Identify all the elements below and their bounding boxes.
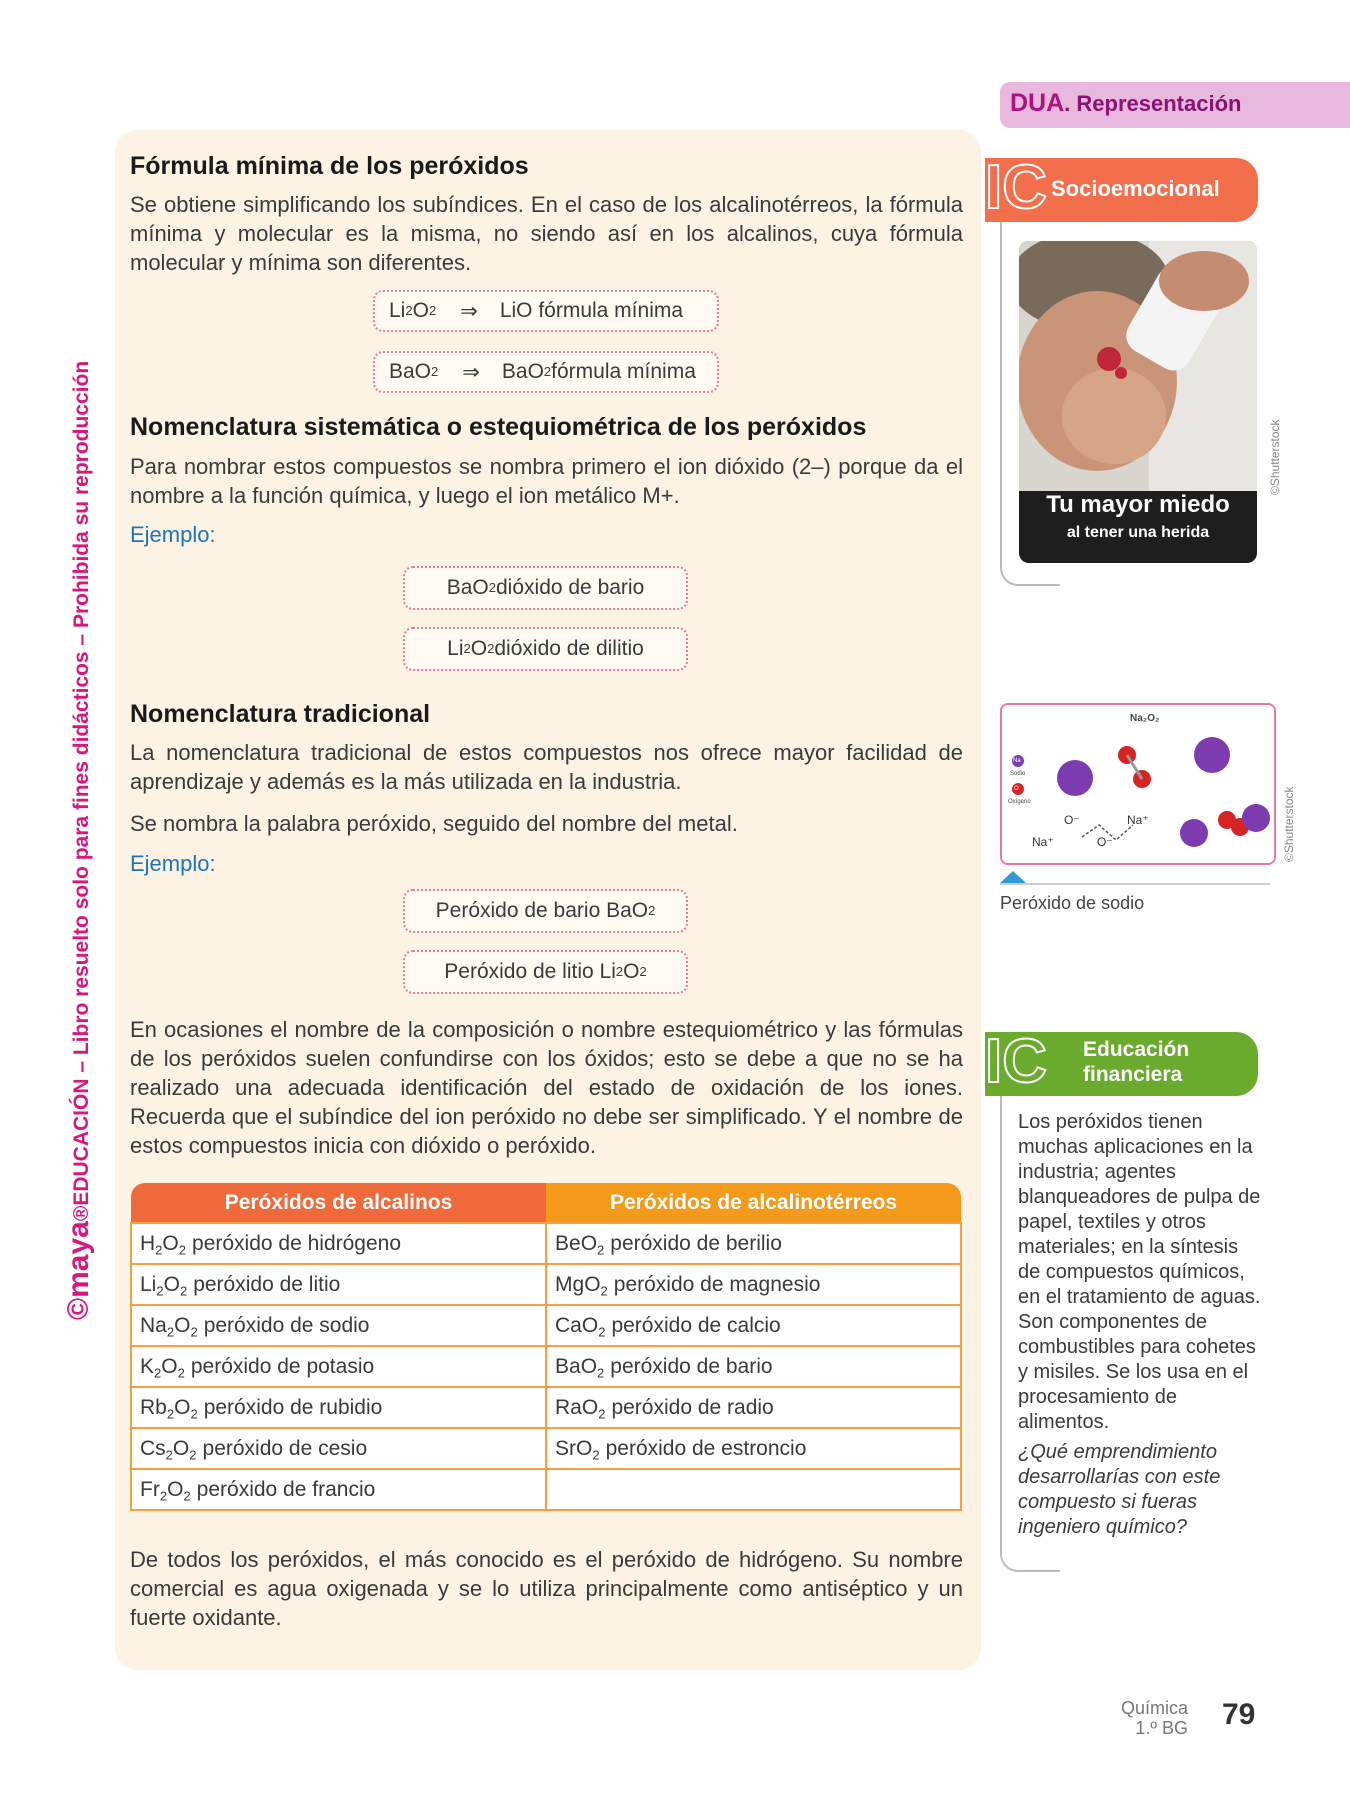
alkaline-earth-cell: [546, 1223, 961, 1264]
compound-name: peróxido de radio: [611, 1395, 774, 1419]
ex-a: Peróxido de bario BaO: [435, 899, 649, 922]
implies-arrow: ⇒: [460, 299, 478, 323]
legend-na-label: Sodio: [1010, 771, 1026, 777]
socio-credit: ©Shutterstock: [1268, 419, 1282, 495]
socio-caption-sub: al tener una herida: [1066, 524, 1210, 541]
compound-name: peróxido de estroncio: [605, 1436, 807, 1460]
caption-triangle-icon: [1000, 871, 1026, 883]
footer-subject: Química: [1120, 1698, 1188, 1718]
footer-grade: 1.º BG: [1135, 1718, 1188, 1738]
element-symbol: Li: [140, 1272, 157, 1296]
dua-bold: DUA: [1010, 89, 1065, 117]
table-row: [131, 1264, 961, 1305]
finance-tab-line1: Educación: [1083, 1038, 1190, 1061]
socio-caption-title: Tu mayor miedo: [1046, 491, 1230, 518]
compound-name: peróxido de bario: [610, 1354, 773, 1378]
element-symbol: Mg: [555, 1272, 585, 1296]
side-brand: ©maya: [62, 1221, 95, 1320]
table-row: [131, 1305, 961, 1346]
dua-banner: [1000, 82, 1350, 128]
alkaline-earth-cell: [546, 1428, 961, 1469]
section3-title: Nomenclatura tradicional: [130, 700, 431, 728]
alkaline-earth-cell: [546, 1264, 961, 1305]
section2-title: Nomenclatura sistemática o estequiométrica de los peróxidos: [130, 413, 867, 441]
section3-para2: Se nombra la palabra peróxido, seguido del nombre del metal.: [130, 811, 738, 836]
element-symbol: K: [140, 1354, 155, 1378]
section3-ejemplo: Ejemplo:: [130, 851, 216, 876]
o-ion-1: O⁻: [1064, 813, 1080, 827]
alkaline-earth-cell: [546, 1346, 961, 1387]
compound-name: peróxido de magnesio: [613, 1272, 821, 1296]
formula-box-li2o2: Li 2 O 2 ⇒ LiO fórmula mínima: [373, 290, 719, 332]
finance-tab-line2: financiera: [1083, 1063, 1183, 1086]
element-symbol: Be: [555, 1231, 581, 1255]
oxygen-symbol: O: [163, 1272, 180, 1296]
table-row: [131, 1469, 961, 1510]
wound-photo-illustration: [1019, 241, 1257, 491]
ex-a: Peróxido de litio Li: [444, 960, 616, 983]
subscript: 2: [155, 1242, 163, 1258]
compound-name: peróxido de francio: [196, 1477, 376, 1501]
subscript: 2: [166, 1406, 175, 1422]
compound-name: peróxido de cesio: [202, 1436, 368, 1460]
element-symbol: Cs: [140, 1436, 166, 1460]
table-body: [131, 1223, 961, 1510]
f-o: O: [412, 299, 429, 322]
closing-para: De todos los peróxidos, el más conocido es el peróxido de hidrógeno. Su nombre comercial es agua oxigenada y se lo utiliza principalmente como antiséptico y un fuerte oxidante.: [130, 1547, 963, 1630]
subscript: 2: [177, 1365, 185, 1381]
f-result: LiO fórmula mínima: [499, 299, 684, 322]
oxygen-symbol: O: [576, 1436, 593, 1460]
legend-o-symbol: O: [1014, 786, 1019, 792]
alkaline-earth-cell: [546, 1387, 961, 1428]
compound-name: peróxido de potasio: [190, 1354, 375, 1378]
legend-na-symbol: Na: [1013, 758, 1021, 764]
compound-name: peróxido de calcio: [611, 1313, 781, 1337]
subscript: 2: [190, 1324, 198, 1340]
compound-name: peróxido de rubidio: [203, 1395, 383, 1419]
subscript: 2: [189, 1447, 197, 1463]
ex-c: dióxido de dilitio: [494, 637, 644, 660]
subscript: 2: [598, 1324, 606, 1340]
table-row: [131, 1428, 961, 1469]
subscript: 2: [592, 1447, 600, 1463]
dua-rest: . Representación: [1064, 91, 1242, 116]
formula-box-bao2: BaO 2 ⇒ BaO 2 fórmula mínima: [373, 351, 719, 393]
subscript: 2: [597, 1365, 605, 1381]
oxygen-symbol: O: [162, 1231, 179, 1255]
section1-title: Fórmula mínima de los peróxidos: [130, 152, 529, 180]
f-bao: BaO: [389, 360, 432, 383]
subscript: 2: [166, 1324, 175, 1340]
oxygen-symbol: O: [580, 1354, 598, 1378]
subscript: 2: [159, 1488, 168, 1504]
section3-para1: La nomenclatura tradicional de estos compuestos nos ofrece mayor facilidad de aprendizaje y además es la más utilizada en la industria.: [130, 740, 963, 794]
element-symbol: Rb: [140, 1395, 167, 1419]
example-box-li2o2: Li 2 O 2 dióxido de dilitio: [403, 627, 688, 671]
subscript: 2: [600, 1283, 608, 1299]
element-symbol: Fr: [140, 1477, 160, 1501]
element-symbol: Ra: [555, 1395, 582, 1419]
ex-a: BaO: [446, 576, 489, 599]
na-right-ion: Na⁺: [1127, 813, 1149, 827]
socio-tab: [985, 153, 1258, 222]
implies-arrow: ⇒: [462, 360, 480, 384]
example-box-bario: Peróxido de bario BaO 2: [403, 889, 688, 933]
side-text: EDUCACIÓN – Libro resuelto solo para fines didácticos – Prohibida su reproducción: [70, 360, 93, 1206]
oxygen-symbol: O: [581, 1395, 599, 1419]
alkali-cell: [131, 1305, 546, 1346]
oxygen-symbol: O: [174, 1395, 191, 1419]
ic-logo-icon: IC: [985, 1027, 1047, 1096]
element-symbol: Ba: [555, 1354, 581, 1378]
socio-tab-label: Socioemocional: [1051, 176, 1220, 201]
section1-para: Se obtiene simplificando los subíndices. En el caso de los alcalinotérreos, la fórmula mínima y molecular es la misma, no siendo así en los alcalinos, cuya fórmula molecular y mínima son diferentes.: [130, 192, 963, 275]
oxygen-symbol: O: [174, 1313, 191, 1337]
compound-name: peróxido de berilio: [610, 1231, 782, 1255]
finance-question: ¿Qué emprendimiento desarrollarías con este compuesto si fueras ingeniero químico?: [1018, 1441, 1221, 1538]
subscript: 2: [179, 1283, 188, 1299]
example-box-litio: Peróxido de litio Li 2 O 2: [403, 950, 688, 994]
alkaline-earth-cell: [546, 1469, 961, 1510]
oxygen-symbol: O: [580, 1231, 598, 1255]
na-left-ion: Na⁺: [1032, 835, 1054, 849]
molecule-title: Na₂O₂: [1130, 713, 1160, 724]
molecule-caption: Peróxido de sodio: [1000, 893, 1145, 913]
f-r1: BaO: [501, 360, 544, 383]
element-symbol: Na: [140, 1313, 167, 1337]
compound-name: peróxido de litio: [193, 1272, 341, 1296]
molecule-figure: [1000, 703, 1276, 865]
finance-tab: [985, 1027, 1258, 1096]
ex-b: O: [623, 960, 640, 983]
element-symbol: H: [140, 1231, 156, 1255]
alkali-cell: [131, 1428, 546, 1469]
alkali-cell: [131, 1223, 546, 1264]
table-row: [131, 1346, 961, 1387]
f-li: Li: [389, 299, 406, 322]
alkali-cell: [131, 1387, 546, 1428]
subscript: 2: [165, 1447, 173, 1463]
ex-b: O: [470, 637, 488, 660]
subscript: 2: [598, 1406, 606, 1422]
alkali-cell: [131, 1469, 546, 1510]
finance-text: Los peróxidos tienen muchas aplicaciones en la industria; agentes blanqueadores de pulpa de papel, textiles y otros materiales; en la síntesis de compuestos químicos, en el tratamiento de aguas. Son componentes de combustibles para cohetes y misiles. Se los usa en el procesamiento de alimentos.: [1018, 1111, 1261, 1433]
subscript: 2: [156, 1283, 164, 1299]
o-ion-2: O⁻: [1097, 835, 1113, 849]
table-header-alkali: Peróxidos de alcalinos: [131, 1183, 546, 1223]
caption-rule: [1000, 883, 1270, 885]
dua-title: [1010, 89, 1241, 118]
section3-para3: En ocasiones el nombre de la composición o nombre estequiométrico y las fórmulas de los peróxidos suelen confundirse con los óxidos; esto se debe a que no se ha realizado una adecuada identificación del estado de oxidación de los iones. Recuerda que el subíndice del ion peróxido no debe ser simplificado. Y el nombre de estos compuestos inicia con dióxido o peróxido.: [130, 1017, 963, 1158]
subscript: 2: [178, 1242, 187, 1258]
socio-image-card: [1019, 241, 1257, 563]
subscript: 2: [597, 1242, 605, 1258]
table-header-alkaline-earth: Peróxidos de alcalinotérreos: [546, 1183, 961, 1223]
section2-ejemplo: Ejemplo:: [130, 522, 216, 547]
ex-a: Li: [447, 637, 464, 660]
ex-b: dióxido de bario: [496, 576, 645, 599]
subscript: 2: [154, 1365, 162, 1381]
oxygen-symbol: O: [161, 1354, 178, 1378]
oxygen-symbol: O: [584, 1272, 601, 1296]
element-symbol: Ca: [555, 1313, 582, 1337]
oxygen-symbol: O: [581, 1313, 599, 1337]
subscript: 2: [190, 1406, 198, 1422]
subscript: 2: [183, 1488, 191, 1504]
section2-para: Para nombrar estos compuestos se nombra primero el ion dióxido (2–) porque da el nombre a la función química, y luego el ion metálico M+.: [130, 454, 963, 508]
table-row: [131, 1223, 961, 1264]
element-symbol: Sr: [555, 1436, 576, 1460]
legend-o-label: Oxígeno: [1008, 799, 1031, 805]
compound-name: peróxido de hidrógeno: [192, 1231, 402, 1255]
alkaline-earth-cell: [546, 1305, 961, 1346]
table-row: [131, 1387, 961, 1428]
example-box-bao2: BaO 2 dióxido de bario: [403, 566, 688, 610]
molecule-credit: ©Shutterstock: [1282, 786, 1296, 862]
side-copyright: [62, 360, 95, 1320]
page-number: 79: [1222, 1698, 1256, 1731]
ic-logo-icon: IC: [985, 153, 1047, 222]
f-r2: fórmula mínima: [551, 360, 696, 383]
alkali-cell: [131, 1346, 546, 1387]
alkali-cell: [131, 1264, 546, 1305]
oxygen-symbol: O: [167, 1477, 184, 1501]
oxygen-symbol: O: [172, 1436, 190, 1460]
compound-name: peróxido de sodio: [203, 1313, 370, 1337]
peroxides-table: [130, 1183, 962, 1511]
side-reg: ®: [70, 1205, 93, 1222]
